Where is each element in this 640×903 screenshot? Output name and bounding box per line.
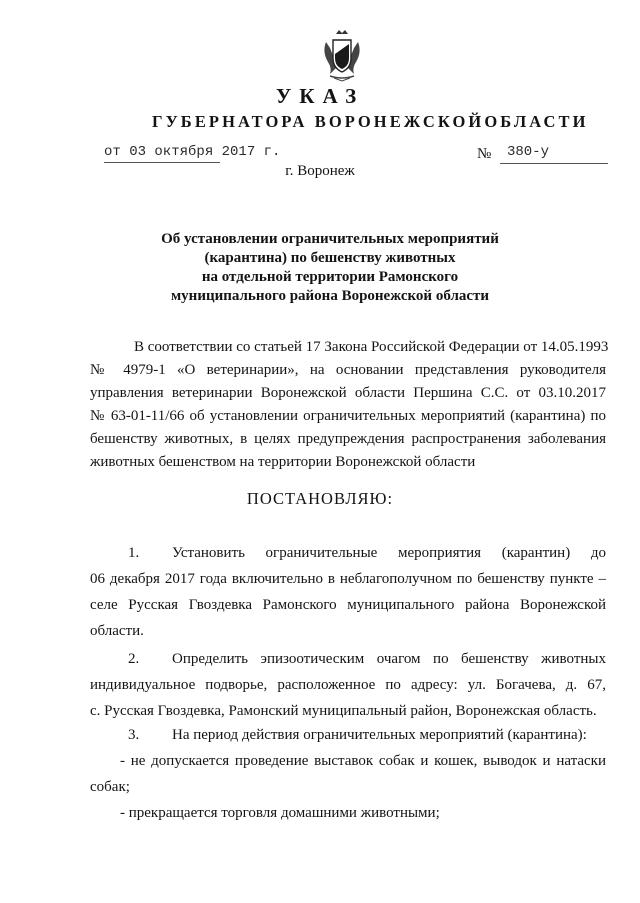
preamble-line: управления ветеринарии Воронежской области Першина С.С. от 03.10.2017: [90, 385, 606, 401]
item-number: 3.: [128, 727, 140, 743]
item-1: [90, 540, 606, 644]
item-line: с. Русская Гвоздевка, Рамонский муниципальный район, Воронежская область.: [90, 703, 597, 719]
item-number: 2.: [128, 651, 140, 667]
sub-item-a: [90, 748, 606, 800]
sub-item-line: - прекращается торговля домашними животными;: [120, 805, 440, 821]
preamble-line: № 4979-1 «О ветеринарии», на основании представления руководителя: [90, 362, 606, 378]
preamble-line: животных бешенством на территории Воронежской области: [90, 454, 476, 470]
document-title: [120, 230, 540, 306]
item-line: области.: [90, 623, 144, 639]
title-line: Об установлении ограничительных мероприятий: [161, 231, 499, 247]
item-line: 06 декабря 2017 года включительно в неблагополучном по бешенству пункте –: [90, 571, 606, 587]
preamble-line: бешенству животных, в целях предупреждения распространения заболевания: [90, 431, 606, 447]
document-type-heading: УКАЗ: [275, 84, 365, 108]
title-line: муниципального района Воронежской области: [170, 288, 490, 304]
number-label: №: [477, 146, 492, 162]
sub-item-line: - не допускается проведение выставок собак и кошек, выводок и натаски: [120, 753, 606, 769]
item-text: Определить эпизоотическим очагом по бешенству животных: [172, 651, 606, 667]
item-3: [90, 722, 606, 748]
decree-number: 380-у: [507, 144, 550, 160]
decree-date: от 03 октября 2017 г.: [104, 144, 281, 160]
item-2: [90, 646, 606, 724]
sub-item-line: собак;: [90, 779, 130, 795]
sub-item-b: [90, 800, 606, 826]
item-line: селе Русская Гвоздевка Рамонского муниципального района Воронежской: [90, 597, 606, 613]
item-text: На период действия ограничительных мероприятий (карантина):: [172, 727, 587, 743]
item-text: Установить ограничительные мероприятия (карантин) до: [172, 545, 606, 561]
item-line: индивидуальное подворье, расположенное по адресу: ул. Богачева, д. 67,: [90, 677, 606, 693]
preamble-line: В соответствии со статьей 17 Закона Российской Федерации от 14.05.1993: [134, 339, 609, 355]
coat-of-arms-emblem: [322, 28, 362, 82]
decree-word: ПОСТАНОВЛЯЮ:: [246, 489, 394, 508]
title-line: (карантина) по бешенству животных: [204, 250, 456, 266]
preamble-paragraph: [90, 336, 609, 474]
item-first-line: [90, 646, 606, 672]
issuer-heading: ГУБЕРНАТОРА ВОРОНЕЖСКОЙОБЛАСТИ: [152, 112, 589, 131]
preamble-line: № 63-01-11/66 об установлении ограничительных мероприятий (карантина) по: [90, 408, 606, 424]
item-first-line: [90, 722, 606, 748]
item-number: 1.: [128, 545, 140, 561]
item-first-line: [90, 540, 606, 566]
title-line: на отдельной территории Рамонского: [201, 269, 459, 285]
city-label: г. Воронеж: [285, 163, 355, 179]
